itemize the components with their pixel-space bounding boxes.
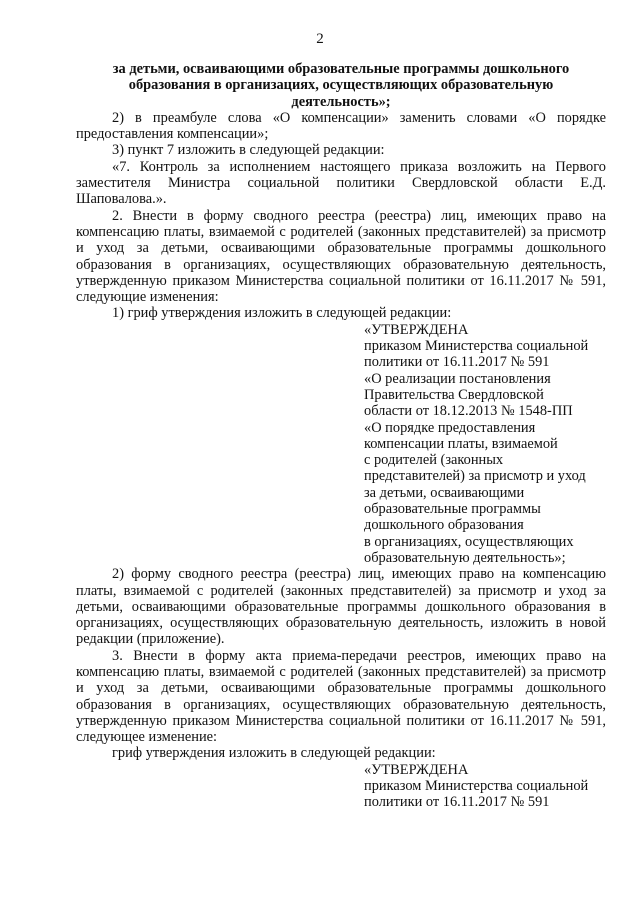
paragraph-section-3: 3. Внести в форму акта приема-передачи реестров, имеющих право на компенсацию платы, взимаемой с родителей (законных представителей) за присмотр и уход за детьми, осваивающими образовательные программы дошкольного образования в организациях, осуществляющих образовательную деятельность, утвержденную приказом Министерства социальной политики от 16.11.2017 № 591, следующее изменение: <box>76 647 606 746</box>
stamp-line: в организациях, осуществляющих <box>364 533 574 550</box>
paragraph-section-2: 2. Внести в форму сводного реестра (реестра) лиц, имеющих право на компенсацию платы, взимаемой с родителей (законных представителей) за присмотр и уход за детьми, осваивающими образовательные программы дошкольного образования в организациях, осуществляющих образовательную деятельность, утвержденную приказом Министерства социальной политики от 16.11.2017 № 591, следующие изменения: <box>76 207 606 306</box>
paragraph-control-clause: «7. Контроль за исполнением настоящего приказа возложить на Первого заместителя Министра социальной политики Свердловской области Е.Д. Шаповалова.». <box>76 158 606 208</box>
stamp-line: «О порядке предоставления <box>364 419 536 436</box>
stamp-line: с родителей (законных <box>364 452 504 469</box>
paragraph-form-new-edition: 2) форму сводного реестра (реестра) лиц, имеющих право на компенсацию платы, взимаемой с родителей (законных представителей) за присмотр и уход за детьми, осваивающими образовательные программы дошкольного образования в организациях, осуществляющих образовательную деятельность, изложить в новой редакции (приложение). <box>76 566 606 648</box>
stamp-line: «УТВЕРЖДЕНА <box>364 321 469 338</box>
stamp-line: образовательную деятельность»; <box>364 549 566 566</box>
stamp-line: дошкольного образования <box>364 517 524 534</box>
approval-stamp-2 <box>364 762 606 811</box>
stamp-line: политики от 16.11.2017 № 591 <box>364 354 550 371</box>
page-number: 2 <box>316 31 324 47</box>
paragraph-grif-2: гриф утверждения изложить в следующей редакции: <box>112 745 436 762</box>
stamp-line: «УТВЕРЖДЕНА <box>364 761 469 778</box>
stamp-line: приказом Министерства социальной <box>364 338 589 355</box>
continued-heading <box>76 61 606 110</box>
paragraph-preamble: 2) в преамбуле слова «О компенсации» заменить словами «О порядке предоставления компенсации»; <box>76 109 606 143</box>
heading-line: деятельность»; <box>291 93 391 110</box>
heading-line: образования в организациях, осуществляющих образовательную <box>128 77 554 94</box>
stamp-line: за детьми, осваивающими <box>364 484 525 501</box>
stamp-line: образовательные программы <box>364 501 541 518</box>
paragraph-grif-1: 1) гриф утверждения изложить в следующей редакции: <box>112 305 452 322</box>
stamp-line: области от 18.12.2013 № 1548-ПП <box>364 403 573 420</box>
stamp-line: политики от 16.11.2017 № 591 <box>364 794 550 811</box>
paragraph-item-3: 3) пункт 7 изложить в следующей редакции: <box>112 142 385 159</box>
stamp-line: компенсации платы, взимаемой <box>364 435 558 452</box>
document-body <box>76 61 606 811</box>
heading-line: за детьми, осваивающими образовательные программы дошкольного <box>112 61 570 77</box>
stamp-line: приказом Министерства социальной <box>364 778 589 795</box>
approval-stamp-1 <box>364 322 606 566</box>
stamp-line: представителей) за присмотр и уход <box>364 468 586 485</box>
stamp-line: Правительства Свердловской <box>364 386 544 403</box>
stamp-line: «О реализации постановления <box>364 370 551 387</box>
